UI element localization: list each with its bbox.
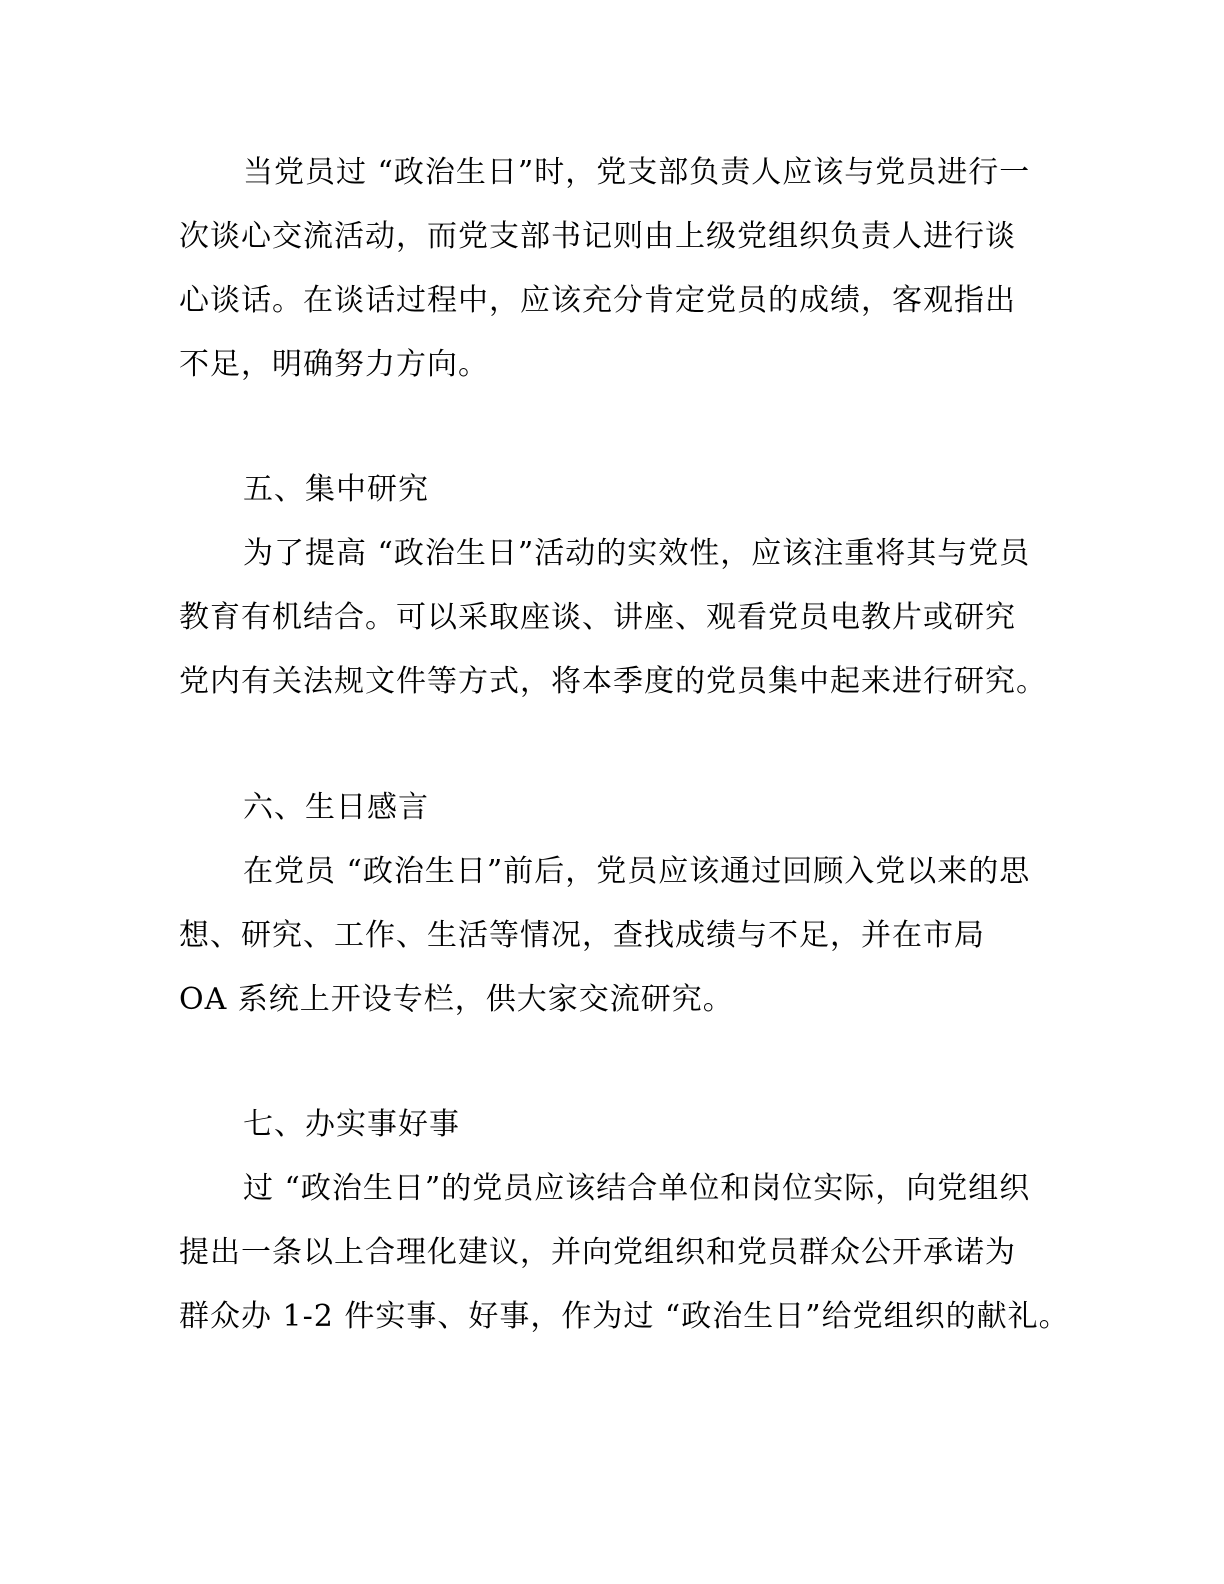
paragraph-line: OA 系统上开设专栏，供大家交流研究。 (179, 982, 734, 1017)
paragraph-line: 想、研究、工作、生活等情况，查找成绩与不足，并在市局 (179, 918, 985, 953)
paragraph-line: 党内有关法规文件等方式，将本季度的党员集中起来进行研究。 (179, 664, 1047, 699)
section-heading: 七、办实事好事 (243, 1107, 460, 1142)
paragraph-line: 心谈话。在谈话过程中，应该充分肯定党员的成绩，客观指出 (179, 283, 1016, 318)
paragraph-line: 提出一条以上合理化建议，并向党组织和党员群众公开承诺为 (179, 1235, 1016, 1270)
paragraph-line: 不足，明确努力方向。 (179, 347, 489, 382)
section-heading: 六、生日感言 (243, 790, 429, 825)
paragraph-line: 教育有机结合。可以采取座谈、讲座、观看党员电教片或研究 (179, 600, 1016, 635)
paragraph-line: 在党员 “政治生日”前后，党员应该通过回顾入党以来的思 (243, 854, 1031, 889)
paragraph-line: 次谈心交流活动，而党支部书记则由上级党组织负责人进行谈 (179, 219, 1016, 254)
section-heading: 五、集中研究 (243, 472, 429, 507)
paragraph-line: 为了提高 “政治生日”活动的实效性，应该注重将其与党员 (243, 536, 1031, 571)
paragraph-line: 过 “政治生日”的党员应该结合单位和岗位实际，向党组织 (243, 1171, 1031, 1206)
paragraph-line: 群众办 1-2 件实事、好事，作为过 “政治生日”给党组织的献礼。 (179, 1299, 1070, 1334)
paragraph-line: 当党员过 “政治生日”时，党支部负责人应该与党员进行一 (243, 155, 1031, 190)
